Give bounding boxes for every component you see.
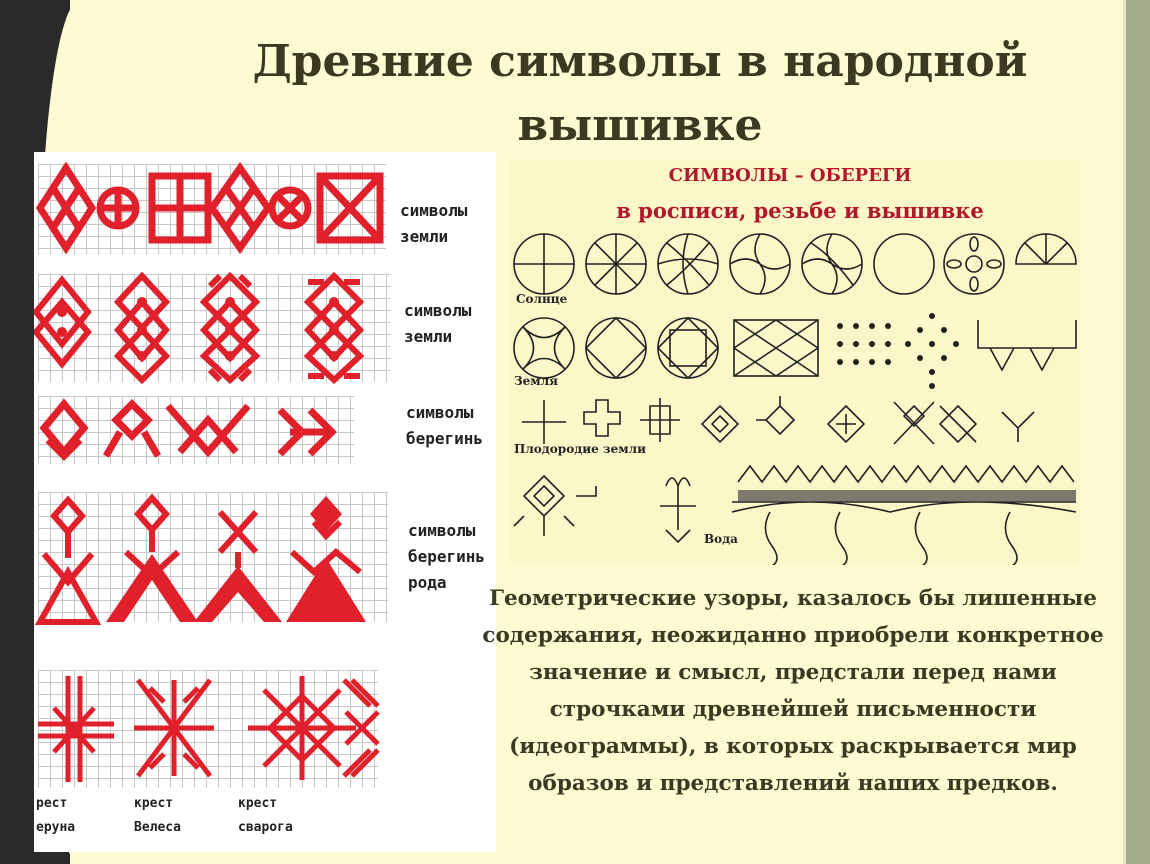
slide-title: Древние символы в народной вышивке [252, 36, 1028, 151]
cross-symbols-row [34, 672, 384, 788]
label-line: берегинь [406, 429, 484, 448]
caption-line: рест [36, 796, 68, 811]
label-bereginya [406, 400, 483, 452]
bereginya-rod-symbols-row [34, 492, 394, 628]
bereginya-symbols-row [34, 396, 364, 468]
label-line: символы [400, 201, 468, 220]
label-line: земли [400, 227, 449, 246]
label-line: символы [408, 521, 476, 540]
right-sage-band [1126, 0, 1150, 864]
caption-line: сварога [238, 820, 293, 835]
row-label-sun: Солнце [516, 292, 568, 306]
embroidery-panel [34, 152, 496, 852]
label-line: символы [404, 301, 472, 320]
caption-cross-peruna [36, 792, 75, 840]
amulet-symbols-drawing [510, 230, 1080, 565]
label-line: символы [406, 403, 474, 422]
label-line: земли [404, 327, 453, 346]
label-line: берегинь [408, 547, 486, 566]
row-label-fertility: Плодородие земли [514, 442, 646, 456]
amulets-heading: СИМВОЛЫ – ОБЕРЕГИ [668, 165, 912, 186]
body-paragraph: Геометрические узоры, казалось бы лишенные содержания, неожиданно приобрели конкретное значение и смысл, предстали перед нами строчками древнейшей письменности (идеограммы), в которых раскрывается мир образов и представлений наших предков. [482, 586, 1104, 796]
earth-symbols-row-1 [34, 162, 394, 258]
row-label-water: Вода [704, 532, 738, 546]
earth-symbols-row-2 [34, 272, 394, 384]
caption-line: крест [134, 796, 174, 811]
row-label-earth: Земля [514, 374, 559, 388]
caption-line: крест [238, 796, 278, 811]
caption-cross-svaroga [238, 792, 293, 840]
caption-cross-velesa [134, 792, 181, 840]
caption-line: Велеса [134, 820, 181, 835]
caption-line: еруна [36, 820, 76, 835]
label-line: рода [408, 573, 447, 592]
amulets-subheading: в росписи, резьбе и вышивке [616, 198, 984, 223]
label-earth-2 [404, 298, 471, 350]
label-earth-1 [400, 198, 467, 250]
